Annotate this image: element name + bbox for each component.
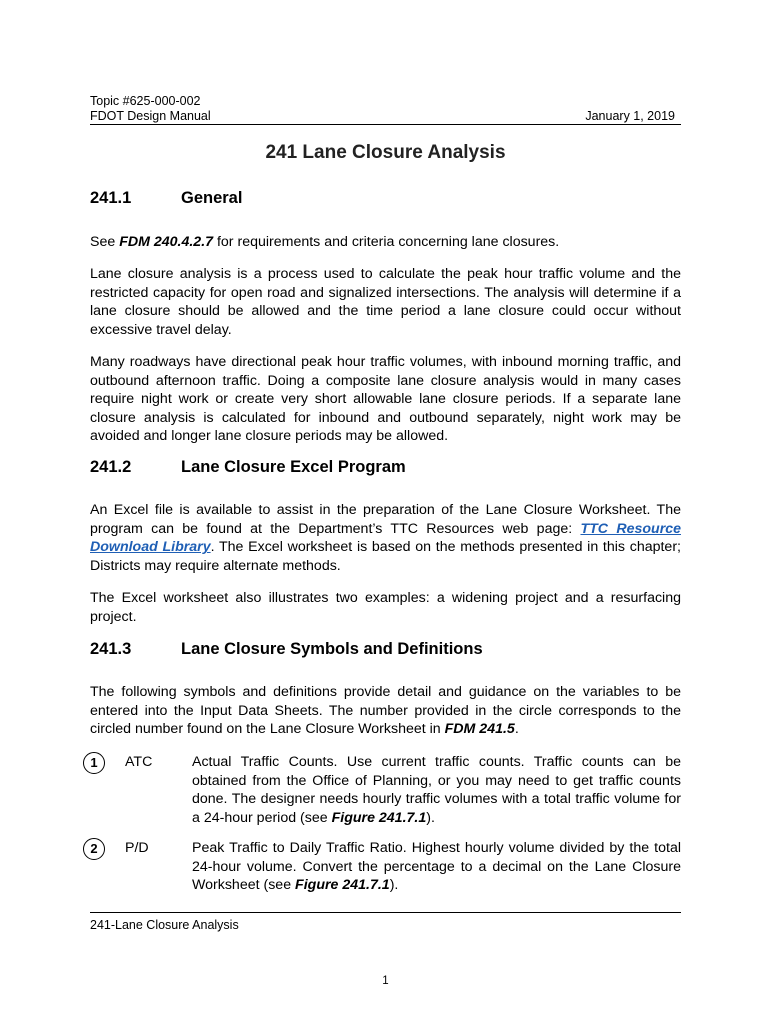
paragraph: See FDM 240.4.2.7 for requirements and criteria concerning lane closures.	[90, 234, 560, 250]
topic-number: Topic #625-000-002	[90, 94, 201, 108]
paragraph: An Excel file is available to assist in the preparation of the Lane Closure Worksheet. The program can be found at the Department’s TTC Resources web page: TTC Resource Download Library. The Excel worksheet is based on the methods presented in this chapter; Districts may require alternate methods.	[90, 502, 681, 574]
definition-text: Actual Traffic Counts. Use current traffic counts. Traffic counts can be obtained from the Office of Planning, or you may need to get traffic counts done. The designer needs hourly traffic volumes with a total traffic volume for a 24-hour period (see Figure 241.7.1).	[192, 754, 681, 826]
circled-number: 1	[83, 752, 105, 774]
cross-reference: FDM 240.4.2.7	[119, 234, 214, 250]
ttc-resource-link[interactable]: TTC Resource Download Library	[90, 520, 681, 556]
cross-reference: FDM 241.5	[444, 721, 515, 738]
definition-text: Peak Traffic to Daily Traffic Ratio. Highest hourly volume divided by the total 24-hour volume. Convert the percentage to a decimal on the Lane Closure Worksheet (see Figure 241.7.1).	[192, 840, 681, 894]
section-heading-241-3	[90, 640, 483, 659]
paragraph: The following symbols and definitions provide detail and guidance on the variables to be entered into the Input Data Sheets. The number provided in the circle corresponds to the circled number found on the Lane Closure Worksheet in FDM 241.5.	[90, 684, 681, 738]
definition-symbol: P/D	[125, 840, 149, 856]
section-title: Lane Closure Excel Program	[181, 458, 406, 476]
section-title: General	[181, 189, 243, 207]
definition-symbol: ATC	[125, 754, 153, 770]
paragraph: Many roadways have directional peak hour traffic volumes, with inbound morning traffic, and outbound afternoon traffic. Doing a composite lane closure analysis would in many cases require night work or create very short allowable lane closure periods. If a separate lane closure analysis is calculated for inbound and outbound separately, night work may be avoided and longer lane closure periods may be allowed.	[90, 354, 681, 445]
paragraph: The Excel worksheet also illustrates two examples: a widening project and a resurfacing project.	[90, 590, 681, 625]
page-header	[90, 94, 681, 124]
manual-name: FDOT Design Manual	[90, 109, 211, 123]
cross-reference: Figure 241.7.1	[295, 877, 390, 894]
circled-number: 2	[83, 838, 105, 860]
section-heading-241-2	[90, 458, 406, 477]
header-date: January 1, 2019	[585, 109, 675, 123]
section-number: 241.3	[90, 640, 132, 658]
chapter-title: 241 Lane Closure Analysis	[265, 142, 506, 163]
section-heading-241-1	[90, 189, 242, 208]
section-number: 241.2	[90, 458, 132, 476]
page-number: 1	[382, 975, 389, 987]
section-number: 241.1	[90, 189, 132, 207]
footer-rule	[90, 912, 681, 913]
section-title: Lane Closure Symbols and Definitions	[181, 640, 483, 658]
paragraph: Lane closure analysis is a process used to calculate the peak hour traffic volume and the restricted capacity for open road and signalized intersections. The analysis will determine if a lane closure should be allowed and the time period a lane closure could occur without excessive travel delay.	[90, 266, 681, 338]
footer-label: 241-Lane Closure Analysis	[90, 918, 239, 932]
cross-reference: Figure 241.7.1	[331, 809, 427, 826]
header-rule	[90, 124, 681, 125]
